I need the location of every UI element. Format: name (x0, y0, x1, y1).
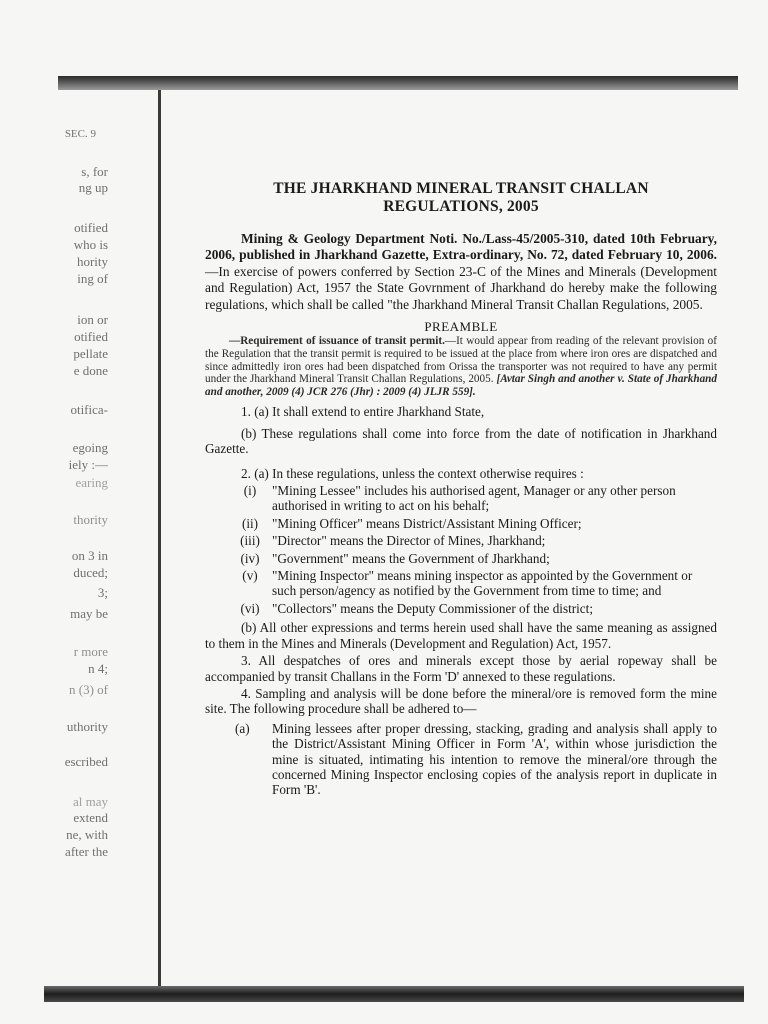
margin-fragment: on 3 in (71, 548, 108, 563)
margin-fragment: who is (73, 237, 108, 252)
definition-number: (iv) (240, 550, 260, 566)
page-binding-line (158, 90, 161, 986)
rule-2b: (b) All other expressions and terms herein used shall have the same meaning as assigned to them in the Mines and Minerals (Development and Regulation) Act, 1957. (205, 620, 717, 651)
preamble-paragraph (205, 335, 717, 398)
preamble-citation: [Avtar Singh and another v. State of Jharkhand and another, 2009 (4) JCR 276 (Jhr) : 2009 (4) JLJR 559]. (205, 373, 717, 398)
rule-3: 3. All despatches of ores and minerals except those by aerial ropeway shall be accompanied by transit Challans in the Form 'D' annexed to these regulations. (205, 653, 717, 684)
margin-fragment: otified (74, 220, 108, 235)
margin-fragment: hority (76, 254, 108, 269)
definition-text: "Mining Lessee" includes his authorised agent, Manager or any other person authorised in writing to act on his behalf; (272, 483, 676, 514)
margin-fragment: pellate (73, 346, 108, 361)
margin-fragment: uthority (66, 719, 108, 734)
title-line-1: THE JHARKHAND MINERAL TRANSIT CHALLAN (273, 180, 649, 197)
definition-item (205, 601, 717, 616)
margin-fragment: r more (73, 644, 108, 659)
rule-2a: 2. (a) In these regulations, unless the context otherwise requires : (241, 465, 584, 481)
margin-fragment: escribed (64, 754, 108, 769)
margin-fragment: 3; (97, 585, 108, 600)
definition-item (205, 533, 717, 548)
definition-text: "Collectors" means the Deputy Commissioner of the district; (272, 600, 593, 616)
margin-fragment: ng up (78, 180, 108, 195)
margin-fragment: otifica- (70, 402, 108, 417)
margin-fragment: iely :— (68, 457, 108, 472)
margin-fragment: otified (74, 329, 108, 344)
margin-fragment: may be (70, 606, 108, 621)
margin-fragment: al may (72, 794, 108, 809)
margin-fragment: after the (65, 844, 108, 859)
definition-text: "Director" means the Director of Mines, Jharkhand; (272, 533, 546, 549)
margin-fragment: e done (73, 363, 108, 378)
margin-fragment: ion or (77, 312, 108, 327)
margin-fragment: egoing (72, 440, 108, 455)
rule-4: 4. Sampling and analysis will be done before the mineral/ore is removed form the mine site. The following procedure shall be adhered to— (205, 685, 717, 717)
definition-item (205, 516, 717, 531)
margin-fragment: thority (73, 512, 108, 527)
margin-fragment: s, for (81, 164, 108, 179)
preamble-body: —It would appear from reading of the relevant provision of the Regulation that the transit permit is required to be issued at the place from where iron ores are dispatched and since admittedly iron ores had been dispatched from Orissa the transporter was not required to have any permit under the Jharkhand Mineral Transit Challan Regulations, 2005. (205, 335, 717, 386)
definition-number: (vi) (240, 600, 260, 616)
left-page-margin-fragments (0, 0, 150, 1024)
definition-number: (v) (242, 568, 258, 584)
preamble-heading: PREAMBLE (424, 319, 498, 335)
margin-fragment: n 4; (88, 661, 108, 676)
definition-item (205, 483, 717, 514)
definition-number: (i) (243, 483, 257, 499)
document-title (205, 180, 717, 216)
rule-4a (205, 721, 717, 798)
margin-fragment: extend (73, 810, 108, 825)
margin-fragment: ne, with (66, 827, 108, 842)
rule-4a-text: Mining lessees after proper dressing, stacking, grading and analysis shall apply to the District/Assistant Mining Officer in Form 'A', within whose jurisdiction the mine is situated, intimating his intention to remove the mineral/ore through the concerned Mining Inspector enclosing copies of the analysis report in duplicate in Form 'B'. (272, 720, 717, 798)
preamble-lead: —Requirement of issuance of transit permit. (229, 335, 445, 348)
margin-fragment: ing of (77, 271, 108, 286)
document-page (205, 180, 717, 798)
notification-paragraph (205, 231, 717, 313)
definition-text: "Mining Inspector" means mining inspector as appointed by the Government or such person/agency as notified by the Government from time to time; and (272, 568, 693, 599)
margin-fragment: SEC. 9 (64, 128, 96, 140)
title-line-2: REGULATIONS, 2005 (383, 198, 539, 215)
definition-text: "Government" means the Government of Jharkhand; (272, 550, 550, 566)
notification-reference: Mining & Geology Department Noti. No./Lass-45/2005-310, dated 10th February, 2006, published in Jharkhand Gazette, Extra-ordinary, No. 72, dated February 10, 2006. (205, 231, 717, 263)
definition-number: (ii) (241, 515, 259, 531)
rule-1a: 1. (a) It shall extend to entire Jharkhand State, (241, 404, 485, 420)
definition-number: (iii) (240, 533, 260, 549)
notification-body: —In exercise of powers conferred by Section 23-C of the Mines and Minerals (Development and Regulation) Act, 1957 the State Govrnment of Jharkhand do hereby make the following regulations, which shall be called "the Jharkhand Mineral Transit Challan Regulations, 2005. (205, 263, 717, 312)
margin-fragment: duced; (73, 565, 108, 580)
scan-edge-top (58, 76, 738, 90)
rule-4a-number: (a) (235, 720, 250, 736)
definition-item (205, 551, 717, 566)
definition-text: "Mining Officer" means District/Assistant Mining Officer; (272, 515, 582, 531)
margin-fragment: n (3) of (69, 682, 108, 697)
margin-fragment: earing (75, 475, 108, 490)
rule-1b: (b) These regulations shall come into force from the date of notification in Jharkhand Gazette. (205, 425, 717, 457)
definition-item (205, 568, 717, 599)
